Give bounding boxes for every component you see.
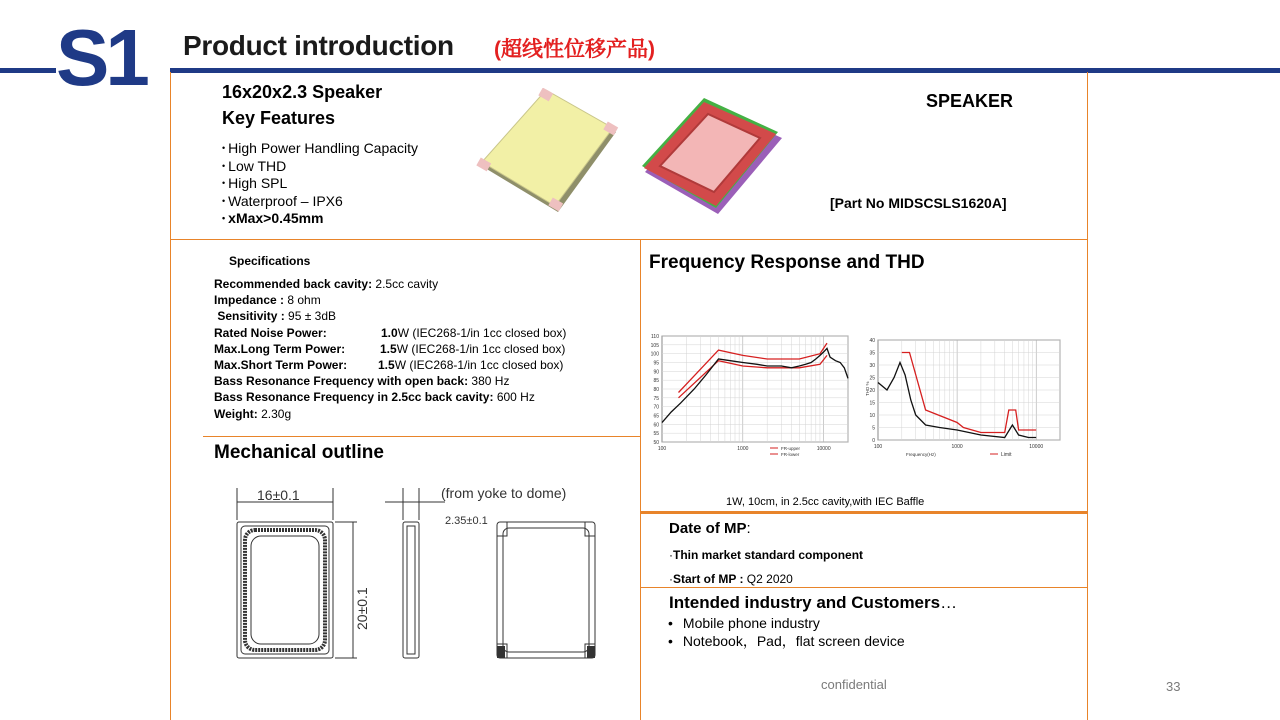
spec-row: Weight: 2.30g	[214, 406, 292, 421]
y-tick-label: 35	[869, 350, 875, 357]
spec-row: Impedance : 8 ohm	[214, 293, 321, 308]
speaker-product-images	[470, 88, 790, 218]
y-tick-label: 15	[869, 400, 875, 407]
dim-width-label: 16±0.1	[257, 487, 300, 503]
y-tick-label: 50	[653, 440, 659, 446]
y-tick-label: 55	[653, 431, 659, 438]
x-tick-label: 1000	[737, 446, 749, 452]
industry-heading: Intended industry and Customers…	[669, 593, 958, 612]
feature-list	[222, 140, 418, 228]
y-tick-label: 5	[872, 425, 875, 432]
chart-caption: 1W, 10cm, in 2.5cc cavity,with IEC Baffle	[726, 496, 925, 508]
spec-row: Max.Long Term Power: 1.5W (IEC268-1/in 1cc closed box)	[214, 341, 566, 356]
industry-list	[668, 614, 905, 650]
header-bar-right	[170, 68, 1280, 73]
spec-row: Recommended back cavity: 2.5cc cavity	[214, 277, 439, 291]
mechanical-drawing	[225, 480, 610, 665]
slide-subtitle: (超线性位移产品)	[494, 38, 655, 61]
mechanical-heading: Mechanical outline	[214, 442, 384, 463]
speaker-bottom-view	[642, 98, 782, 214]
y-tick-label: 40	[869, 338, 875, 344]
y-tick-label: 110	[651, 334, 659, 340]
specifications-heading: Specifications	[229, 254, 311, 268]
divider-date	[640, 587, 1087, 588]
feature-item: • Waterproof – IPX6	[222, 193, 418, 211]
y-tick-label: 85	[653, 378, 659, 385]
y-tick-label: 60	[653, 422, 659, 429]
y-tick-label: 30	[869, 363, 875, 369]
y-tick-label: 10	[869, 413, 875, 419]
y-tick-label: 20	[869, 388, 875, 394]
dim-thickness-label: 2.35±0.1	[445, 515, 488, 527]
y-tick-label: 80	[653, 387, 659, 393]
y-axis-label: THD %	[865, 381, 870, 396]
part-number: [Part No MIDSCSLS1620A]	[830, 195, 1007, 211]
frequency-heading: Frequency Response and THD	[649, 252, 925, 273]
industry-item: • Mobile phone industry	[668, 614, 905, 632]
y-tick-label: 75	[653, 395, 659, 402]
feature-item: • xMax>0.45mm	[222, 210, 418, 228]
category-tag: SPEAKER	[926, 91, 1014, 111]
y-tick-label: 25	[869, 375, 875, 382]
x-tick-label: 10000	[1029, 444, 1044, 450]
date-of-mp-line2: ·Start of MP : Q2 2020	[669, 572, 793, 586]
industry-item: • Notebook，Pad，flat screen device	[668, 632, 905, 650]
confidential-label: confidential	[821, 677, 887, 692]
spec-row: Max.Short Term Power: 1.5W (IEC268-1/in 1cc closed box)	[214, 358, 564, 373]
key-features-heading: Key Features	[222, 108, 336, 128]
legend-label: FR-upper	[781, 446, 801, 451]
y-tick-label: 105	[650, 342, 659, 349]
product-model: 16x20x2.3 Speaker	[222, 82, 383, 102]
spec-row: Bass Resonance Frequency with open back: 380 Hz	[214, 374, 510, 389]
x-tick-label: 100	[873, 444, 883, 450]
x-tick-label: 100	[657, 446, 667, 452]
y-tick-label: 100	[650, 351, 659, 358]
y-tick-label: 95	[653, 360, 659, 367]
feature-item: • High SPL	[222, 175, 418, 193]
legend-label: FR-lower	[781, 452, 800, 457]
spec-row: Bass Resonance Frequency in 2.5cc back cavity: 600 Hz	[214, 390, 535, 405]
x-axis-label: Frequency(Hz)	[906, 452, 936, 457]
specifications-list	[214, 276, 566, 422]
x-tick-label: 1000	[951, 444, 963, 450]
feature-item: • Low THD	[222, 158, 418, 176]
divider-freq	[640, 511, 1087, 514]
date-of-mp-heading: Date of MP:	[669, 520, 751, 537]
frame-middle-line	[640, 240, 641, 720]
feature-item: • High Power Handling Capacity	[222, 140, 418, 158]
y-tick-label: 90	[653, 369, 659, 376]
legend-label: Limit	[1001, 452, 1012, 458]
y-tick-label: 0	[872, 438, 875, 444]
y-tick-label: 65	[653, 413, 659, 420]
y-tick-label: 70	[653, 404, 659, 411]
dim-note-label: (from yoke to dome)	[441, 485, 567, 501]
frame-right-line	[1087, 72, 1088, 720]
page-number: 33	[1166, 679, 1181, 694]
thd-chart	[862, 334, 1066, 462]
date-of-mp-line1: ·Thin market standard component	[669, 548, 864, 562]
speaker-top-view	[476, 88, 618, 212]
divider-specs	[203, 436, 640, 437]
divider-top	[170, 239, 1088, 240]
slide-title: Product introduction	[183, 30, 454, 61]
dim-height-label: 20±0.1	[354, 587, 370, 630]
header-bar-left	[0, 68, 56, 73]
spec-row: Rated Noise Power: 1.0W (IEC268-1/in 1cc closed box)	[214, 325, 567, 340]
section-label: S1	[56, 13, 146, 102]
spec-row: Sensitivity : 95 ± 3dB	[217, 309, 336, 324]
frequency-response-chart	[646, 330, 856, 460]
frame-left-line	[170, 72, 171, 720]
x-tick-label: 10000	[816, 446, 831, 452]
